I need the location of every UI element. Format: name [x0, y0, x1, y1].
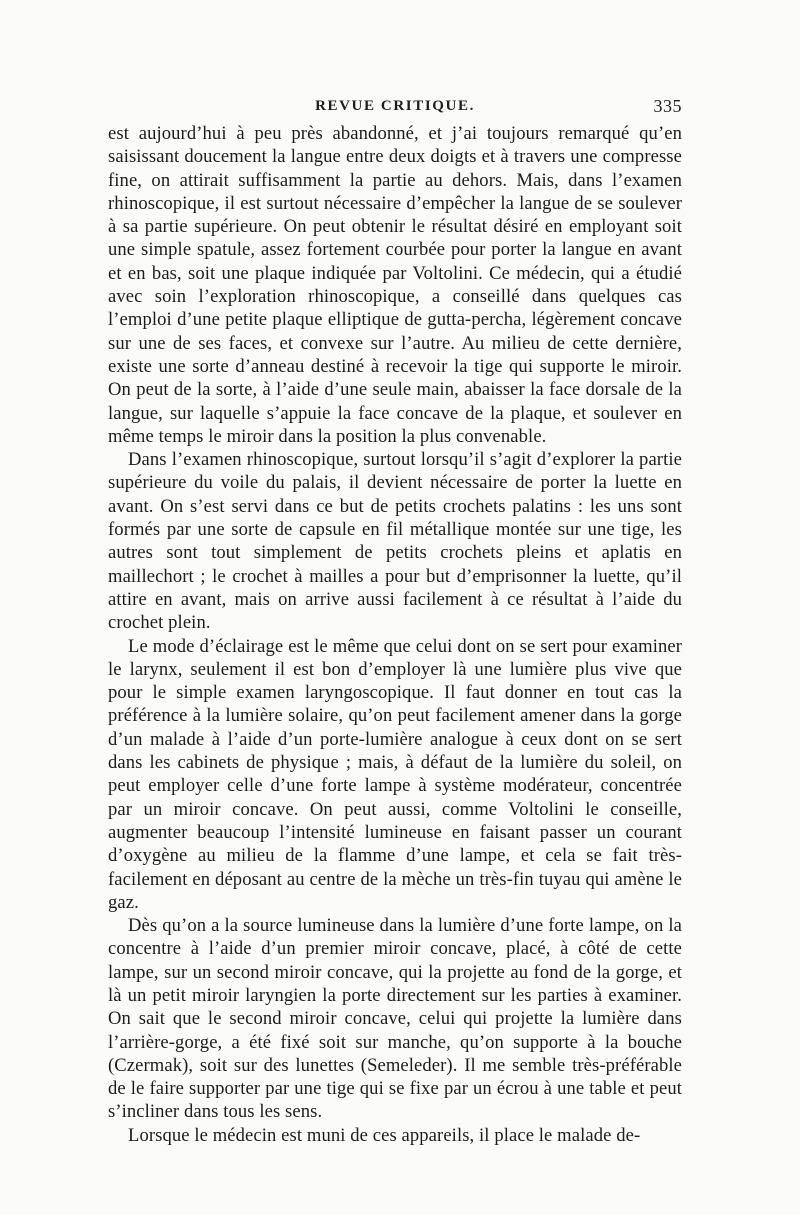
body-text — [108, 122, 682, 1147]
paragraph: Lorsque le médecin est muni de ces appareils, il place le malade de- — [128, 1124, 641, 1146]
running-head: REVUE CRITIQUE. — [315, 98, 475, 114]
paragraph: Le mode d’éclairage est le même que celui dont on se sert pour examiner le larynx, seulement il est bon d’employer là une lumière plus vive que pour le simple examen laryngoscopique. Il faut donner en tout cas la préférence à la lumière solaire, qu’on peut facilement amener dans la gorge d’un malade à l’aide d’un porte-lumière analogue à ceux dont on se sert dans les cabinets de physique ; mais, à défaut de la lumière du soleil, on peut employer celle d’une forte lampe à système modérateur, concentrée par un miroir concave. On peut aussi, comme Voltolini le conseille, augmenter beaucoup l’intensité lumineuse en faisant passer un courant d’oxygène au milieu de la flamme d’une lampe, et cela se fait très-facilement en déposant au centre de la mèche un très-fin tuyau qui amène le gaz. — [108, 635, 682, 913]
page-number: 335 — [653, 96, 682, 116]
paragraph: Dans l’examen rhinoscopique, surtout lorsqu’il s’agit d’explorer la partie supérieure du voile du palais, il devient nécessaire de porter la luette en avant. On s’est servi dans ce but de petits crochets palatins : les uns sont formés par une sorte de capsule en fil métallique montée sur une tige, les autres sont tout simplement de petits crochets pleins et aplatis en maillechort ; le crochet à mailles a pour but d’emprisonner la luette, qu’il attire en avant, mais on arrive aussi facilement à ce résultat à l’aide du crochet plein. — [108, 449, 682, 634]
paragraph: Dès qu’on a la source lumineuse dans la lumière d’une forte lampe, on la concentre à l’aide d’un premier miroir concave, placé, à côté de cette lampe, sur un second miroir concave, qui la projette au fond de la gorge, et là un petit miroir laryngien la porte directement sur les parties à examiner. On sait que le second miroir concave, celui qui projette la lumière dans l’arrière-gorge, a été fixé soit sur manche, qu’on supporte à la bouche (Czermak), soit sur des lunettes (Semeleder). Il me semble très-préférable de le faire supporter par une tige qui se fixe par un écrou à une table et peut s’incliner dans tous les sens. — [108, 915, 682, 1123]
paragraph-continuation: est aujourd’hui à peu près abandonné, et j’ai toujours remarqué qu’en saisissant doucement la langue entre deux doigts et à travers une compresse fine, on attirait suffisamment la partie au dehors. Mais, dans l’examen rhinoscopique, il est surtout nécessaire d’empêcher la langue de se soulever à sa partie supérieure. On peut obtenir le résultat désiré en employant soit une simple spatule, assez fortement courbée pour porter la langue en avant et en bas, soit une plaque indiquée par Voltolini. Ce médecin, qui a étudié avec soin l’exploration rhinoscopique, a conseillé dans quelques cas l’emploi d’une petite plaque elliptique de gutta-percha, légèrement concave sur une de ses faces, et convexe sur l’autre. Au milieu de cette dernière, existe une sorte d’anneau destiné à recevoir la tige qui supporte le miroir. On peut de la sorte, à l’aide d’une seule main, abaisser la face dorsale de la langue, sur laquelle s’appuie la face concave de la plaque, et soulever en même temps le miroir dans la position la plus convenable. — [108, 123, 682, 447]
